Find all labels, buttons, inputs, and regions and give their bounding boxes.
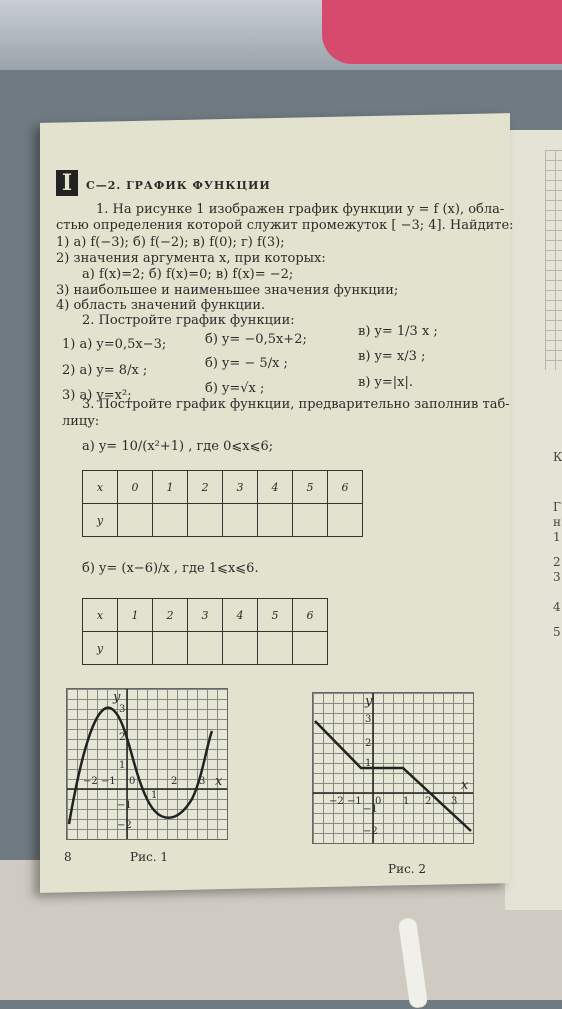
figure-2-graph xyxy=(312,692,474,844)
function-curve xyxy=(69,708,212,824)
task2-3a: 3) а) y=x²; xyxy=(62,388,132,403)
right-page xyxy=(505,130,562,910)
x-tick-label: 2 xyxy=(425,796,432,807)
table-cell: x xyxy=(83,471,118,504)
x-tick-label: 2 xyxy=(171,776,178,787)
page-number: 8 xyxy=(64,850,72,864)
table-cell: y xyxy=(83,504,118,537)
table-cell xyxy=(258,632,293,665)
x-tick-label: 0 xyxy=(129,776,136,787)
task2-3c: в) y=|x|. xyxy=(358,375,413,390)
right-page-mark: 2 xyxy=(553,555,561,569)
section-badge: I xyxy=(56,170,78,196)
task2-2c: в) y= x/3 ; xyxy=(358,349,426,364)
task3-title2: лицу: xyxy=(62,414,100,429)
table-b-y-row xyxy=(83,632,328,665)
task2-3b: б) y=√x ; xyxy=(205,381,265,396)
task2-1b: б) y= −0,5x+2; xyxy=(205,332,307,347)
task2-1c: в) y= 1/3 x ; xyxy=(358,324,438,339)
task3-a: а) y= 10/(x²+1) , где 0⩽x⩽6; xyxy=(82,439,274,454)
table-cell: 1 xyxy=(153,471,188,504)
task1-p3: 3) наибольшее и наименьшее значения функции; xyxy=(56,283,399,298)
task1-p2: 2) значения аргумента x, при которых: xyxy=(56,251,326,266)
figure-2-svg xyxy=(313,693,473,843)
x-tick-label: −1 xyxy=(101,776,116,787)
table-a xyxy=(82,470,363,537)
figure-1-graph xyxy=(66,688,228,840)
table-cell: x xyxy=(83,599,118,632)
y-tick-label: 2 xyxy=(119,732,126,743)
table-cell: 4 xyxy=(258,471,293,504)
x-tick-label: 3 xyxy=(451,796,458,807)
x-tick-label: 3 xyxy=(199,776,206,787)
table-cell xyxy=(328,504,363,537)
x-tick-label: 1 xyxy=(151,790,158,801)
table-b xyxy=(82,598,328,665)
section-title: С—2. ГРАФИК ФУНКЦИИ xyxy=(86,179,271,192)
table-cell xyxy=(153,632,188,665)
y-tick-label: −2 xyxy=(117,820,132,831)
table-cell xyxy=(188,504,223,537)
table-cell xyxy=(188,632,223,665)
table-b-x-row xyxy=(83,599,328,632)
task3-b: б) y= (x−6)/x , где 1⩽x⩽6. xyxy=(82,561,259,576)
right-page-mark: К xyxy=(553,450,562,464)
table-a-x-row xyxy=(83,471,363,504)
pink-object xyxy=(322,0,562,64)
table-cell: 5 xyxy=(258,599,293,632)
task1-p4: 4) область значений функции. xyxy=(56,298,266,313)
task2-title: 2. Постройте график функции: xyxy=(82,313,295,328)
task1-p2b: а) f(x)=2; б) f(x)=0; в) f(x)= −2; xyxy=(82,267,294,282)
figure-1-svg xyxy=(67,689,227,839)
table-cell: 3 xyxy=(223,471,258,504)
table-cell xyxy=(118,504,153,537)
task1-intro: 1. На рисунке 1 изображен график функции y = f (x), обла- xyxy=(96,202,505,217)
right-page-mark: 5 xyxy=(553,625,561,639)
task2-2b: б) y= − 5/x ; xyxy=(205,356,288,371)
table-a-y-row xyxy=(83,504,363,537)
x-tick-label: 1 xyxy=(403,796,410,807)
table-cell: 4 xyxy=(223,599,258,632)
x-tick-label: −2 xyxy=(83,776,98,787)
table-cell: 2 xyxy=(188,471,223,504)
function-polyline xyxy=(315,721,471,831)
table-cell xyxy=(293,632,328,665)
table-cell xyxy=(293,504,328,537)
y-tick-label: 3 xyxy=(119,704,126,715)
y-tick-label: −1 xyxy=(363,804,378,815)
figure-1-caption: Рис. 1 xyxy=(130,850,169,864)
x-tick-label: −2 xyxy=(329,796,344,807)
task1-p1: 1) а) f(−3); б) f(−2); в) f(0); г) f(3); xyxy=(56,235,285,250)
y-tick-label: 1 xyxy=(119,760,126,771)
table-cell xyxy=(118,632,153,665)
right-page-grid xyxy=(545,150,562,370)
table-cell: 5 xyxy=(293,471,328,504)
right-page-mark: Г xyxy=(553,500,561,514)
right-page-mark: н xyxy=(553,515,561,529)
x-axis-label: x xyxy=(461,778,469,793)
table-cell xyxy=(258,504,293,537)
table-cell xyxy=(223,504,258,537)
table-cell: 6 xyxy=(328,471,363,504)
table-cell: 0 xyxy=(118,471,153,504)
table-cell: 3 xyxy=(188,599,223,632)
y-tick-label: −2 xyxy=(363,826,378,837)
y-tick-label: 3 xyxy=(365,714,372,725)
x-tick-label: −1 xyxy=(347,796,362,807)
table-cell: 1 xyxy=(118,599,153,632)
task2-1a: 1) а) y=0,5x−3; xyxy=(62,337,167,352)
table-cell: 6 xyxy=(293,599,328,632)
task2-2a: 2) а) y= 8/x ; xyxy=(62,363,148,378)
right-page-mark: 4 xyxy=(553,600,561,614)
x-tick-label: 0 xyxy=(375,796,382,807)
x-axis-label: x xyxy=(215,774,223,789)
y-tick-label: −1 xyxy=(117,800,132,811)
right-page-mark: 1 xyxy=(553,530,561,544)
task3-title: 3. Постройте график функции, предварительно заполнив таб- xyxy=(82,397,510,412)
table-cell: 2 xyxy=(153,599,188,632)
y-tick-label: 2 xyxy=(365,738,372,749)
task1-intro2: стью определения которой служит промежуток [ −3; 4]. Найдите: xyxy=(56,218,514,233)
y-axis-label: y xyxy=(113,690,121,705)
right-page-mark: 3 xyxy=(553,570,561,584)
table-cell xyxy=(223,632,258,665)
table-cell xyxy=(153,504,188,537)
y-axis-label: y xyxy=(365,694,373,709)
table-cell: y xyxy=(83,632,118,665)
y-tick-label: 1 xyxy=(365,758,372,769)
figure-2-caption: Рис. 2 xyxy=(388,862,427,876)
